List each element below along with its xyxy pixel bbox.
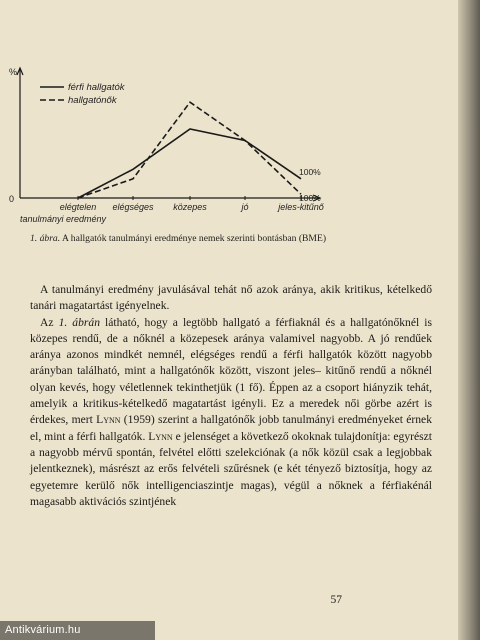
book-gutter [458,0,480,640]
series-line-female [78,102,301,198]
legend-label-female: hallgatónők [68,95,117,106]
x-tick-label: elégséges [112,202,154,212]
author-name: Lynn [148,429,173,443]
page-number: 57 [330,594,342,606]
p2-text-d: e jelenséget a következő okoknak tulajdonítja: egyrészt a nagyobb mérvű spontán, felvétel előtti szelekciónak (a nők közül csak a legjobbak jelentkeznek), másrészt az erős felvételi szűrésnek (e két tényező biztosítja, hogy az egyetemre kerülő nők intelligenciaszintje magas), végül a nőknek a férfiakénál magasabb aktivációs szintjének [30,429,432,508]
x-tick-label: jó [241,202,249,212]
chart-series [78,102,321,203]
chart-legend [40,82,126,106]
watermark: Antikvárium.hu [0,621,155,640]
legend-label-male: férfi hallgatók [68,82,125,93]
p2-text-b: látható, hogy a legtöbb hallgató a férfiaknál és a hallgatónőknél is közepes rendű, de a nőknél a közepesek aránya valamivel nagyobb. A jó rendűek aránya azonos mindkét nemnél, elégséges rendű a férfi hallgatók között nagyobb arányban található, mint a hallgatónők között, viszont jeles– kitűnő rendű a nőknél olyan kevés, hogy véletlennek tekinthetjük (1 fő). Éppen az a csoport hiányzik tehát, amelyik a kritikus-kételkedő magatartást igényli. Ez a meredek női görbe azért is érdekes, mert [30,315,432,427]
body-text [30,282,432,510]
y-axis-label: % [9,67,18,77]
x-tick-label: közepes [173,202,207,212]
figure-number: 1. ábra. [30,233,61,244]
x-tick-label: elégtelen [59,202,97,212]
end-label-male: 100% [299,166,321,177]
chart-axes [17,68,321,204]
figure-reference: 1. ábrán [58,315,100,329]
x-axis-name: tanulmányi eredmény [20,214,107,224]
figure-chart [0,50,440,230]
p2-text-c: (1959) szerint a hallgatónők jobb tanulmányi eredményeket érnek el, mint a férfi hallgatók. [30,413,432,443]
p2-text-a: Az [40,315,59,329]
origin-label: 0 [9,194,15,204]
end-label-female: 100% [299,193,321,204]
paragraph-2 [30,315,432,511]
figure-caption-text: A hallgatók tanulmányi eredménye nemek szerinti bontásban (BME) [62,233,327,244]
figure-caption [30,232,430,245]
paragraph-1: A tanulmányi eredmény javulásával tehát nő azok aránya, akik kritikus, kételkedő tanári magatartást igényelnek. [30,283,432,313]
x-tick-label: jeles-kitűnő [278,202,324,212]
author-name: Lynn [96,413,121,427]
series-line-male [78,129,301,198]
